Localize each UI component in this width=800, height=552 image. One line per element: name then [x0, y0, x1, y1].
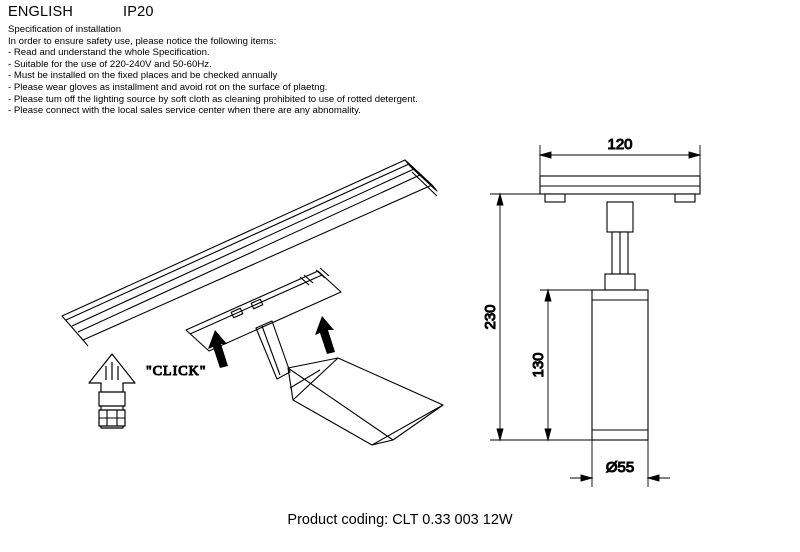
- product-coding-label: Product coding: CLT 0.33 003 12W: [287, 512, 513, 528]
- insert-arrow-left: [208, 330, 228, 368]
- installation-perspective-view: [62, 160, 443, 445]
- lamp-head-cylinder: [288, 358, 443, 445]
- specification-item: - Read and understand the whole Specification.: [8, 47, 210, 59]
- module-stem: [256, 321, 290, 379]
- dimension-label-diameter: Ø55: [605, 459, 635, 476]
- press-click-icon: [89, 354, 135, 428]
- magnetic-module-plate: [186, 268, 341, 351]
- specification-title: Specification of installation: [8, 24, 122, 35]
- dimension-label-width: 120: [607, 136, 633, 153]
- language-label: ENGLISH: [8, 4, 74, 20]
- specification-item: - Please tum off the lighting source by soft cloth as cleaning prohibited to use of rotted detergent.: [8, 93, 418, 105]
- track-profile: [540, 176, 700, 202]
- lamp-body-elevation: [592, 290, 648, 440]
- specification-intro: In order to ensure safety use, please notice the following items:: [8, 35, 277, 47]
- rotation-joint: [605, 274, 635, 290]
- dimension-height-130: [540, 290, 592, 440]
- specification-item: - Suitable for the use of 220-240V and 50-60Hz.: [8, 58, 212, 70]
- dimensioned-elevation-view: [482, 136, 700, 487]
- specification-item: - Must be installed on the fixed places and be checked annually: [8, 70, 278, 82]
- dimension-label-total-height: 230: [482, 304, 499, 330]
- dimension-label-body-height: 130: [530, 352, 547, 378]
- specification-item: - Please connect with the local sales service center when there are any abnomality.: [8, 105, 361, 117]
- specification-item: - Please wear gloves as installment and avoid rot on the surface of plaetng.: [8, 81, 328, 93]
- dimension-height-230: [490, 194, 592, 440]
- mount-stem: [607, 202, 633, 274]
- click-label: "CLICK": [146, 364, 207, 379]
- track-rail: [62, 160, 437, 346]
- ip-rating-label: IP20: [123, 4, 154, 20]
- insert-arrow-right: [315, 316, 335, 354]
